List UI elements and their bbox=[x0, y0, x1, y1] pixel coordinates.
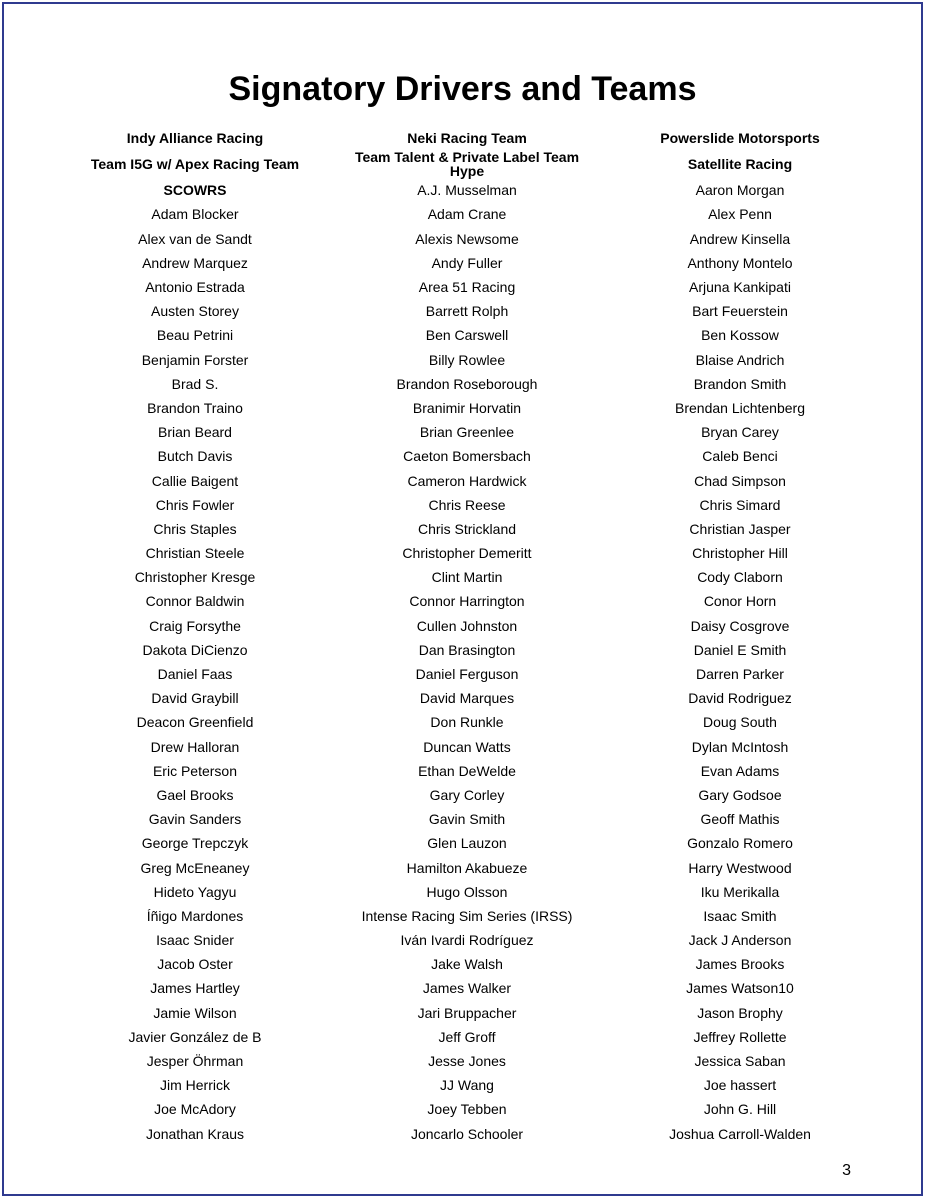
table-cell: Daniel Ferguson bbox=[415, 666, 519, 683]
table-row bbox=[4, 1073, 921, 1097]
table-cell: Beau Petrini bbox=[156, 327, 234, 344]
table-cell: Cameron Hardwick bbox=[407, 472, 527, 489]
team-header-row bbox=[4, 150, 921, 178]
table-cell: Craig Forsythe bbox=[149, 617, 241, 634]
table-cell: Daniel E Smith bbox=[693, 641, 787, 658]
table-cell: George Trepczyk bbox=[141, 835, 249, 852]
table-cell: Bart Feuerstein bbox=[692, 303, 788, 320]
table-cell: Hamilton Akabueze bbox=[406, 859, 528, 876]
table-cell: Brandon Traino bbox=[147, 399, 243, 416]
table-cell: Alexis Newsome bbox=[415, 230, 519, 247]
table-row bbox=[4, 638, 921, 662]
table-cell: Harry Westwood bbox=[688, 859, 792, 876]
table-cell: Gavin Sanders bbox=[148, 811, 242, 828]
table-row bbox=[4, 323, 921, 347]
table-row bbox=[4, 299, 921, 323]
table-cell: Branimir Horvatin bbox=[412, 399, 522, 416]
table-cell: JJ Wang bbox=[440, 1077, 494, 1094]
table-cell: Gael Brooks bbox=[156, 786, 234, 803]
table-row bbox=[4, 275, 921, 299]
table-row bbox=[4, 855, 921, 879]
table-cell: Blaise Andrich bbox=[695, 351, 785, 368]
table-cell: Gary Godsoe bbox=[698, 786, 782, 803]
table-cell: Satellite Racing bbox=[687, 156, 793, 173]
table-cell: Brandon Roseborough bbox=[396, 375, 538, 392]
table-cell: Drew Halloran bbox=[150, 738, 240, 755]
table-cell: Ethan DeWelde bbox=[418, 762, 516, 779]
table-cell: Brendan Lichtenberg bbox=[675, 399, 805, 416]
table-cell: Andrew Kinsella bbox=[689, 230, 791, 247]
table-cell: Connor Harrington bbox=[409, 593, 525, 610]
table-cell: Jake Walsh bbox=[431, 956, 503, 973]
table-cell: Joncarlo Schooler bbox=[410, 1125, 524, 1142]
page-number: 3 bbox=[842, 1162, 851, 1179]
table-cell: Gary Corley bbox=[429, 786, 505, 803]
table-cell: Eric Peterson bbox=[152, 762, 238, 779]
table-row bbox=[4, 686, 921, 710]
table-cell: Cullen Johnston bbox=[416, 617, 518, 634]
table-cell: Cody Claborn bbox=[697, 569, 783, 586]
table-cell: Chad Simpson bbox=[694, 472, 786, 489]
table-row bbox=[4, 952, 921, 976]
table-cell: SCOWRS bbox=[163, 182, 227, 199]
table-cell: Isaac Smith bbox=[703, 907, 777, 924]
document-page bbox=[2, 2, 923, 1196]
signatory-table bbox=[4, 126, 921, 1146]
table-cell: Brandon Smith bbox=[693, 375, 787, 392]
table-cell: Team I5G w/ Apex Racing Team bbox=[90, 156, 300, 173]
table-cell: Iku Merikalla bbox=[700, 883, 780, 900]
table-row bbox=[4, 735, 921, 759]
table-cell: Connor Baldwin bbox=[145, 593, 245, 610]
table-row bbox=[4, 807, 921, 831]
table-cell: Neki Racing Team bbox=[407, 130, 527, 147]
table-cell: Jacob Oster bbox=[157, 956, 233, 973]
table-row bbox=[4, 493, 921, 517]
table-cell: Callie Baigent bbox=[151, 472, 239, 489]
table-cell: Arjuna Kankipati bbox=[689, 279, 791, 296]
team-header-row bbox=[4, 126, 921, 150]
table-row bbox=[4, 1049, 921, 1073]
table-cell: Joe hassert bbox=[703, 1077, 777, 1094]
table-cell: Javier González de B bbox=[128, 1028, 262, 1045]
table-cell: Intense Racing Sim Series (IRSS) bbox=[361, 907, 573, 924]
table-cell: Deacon Greenfield bbox=[136, 714, 254, 731]
table-cell: Íñigo Mardones bbox=[146, 907, 244, 924]
table-cell: Andy Fuller bbox=[431, 254, 503, 271]
table-cell: Indy Alliance Racing bbox=[126, 130, 264, 147]
table-cell: Doug South bbox=[703, 714, 777, 731]
table-cell: Christopher Kresge bbox=[134, 569, 256, 586]
table-cell: Alex van de Sandt bbox=[138, 230, 252, 247]
table-cell: Joe McAdory bbox=[154, 1101, 236, 1118]
table-cell: James Watson10 bbox=[686, 980, 794, 997]
table-cell: Gonzalo Romero bbox=[687, 835, 793, 852]
table-cell: Darren Parker bbox=[696, 666, 784, 683]
table-cell: Christian Jasper bbox=[689, 520, 791, 537]
table-cell: Brad S. bbox=[171, 375, 219, 392]
table-cell: Christian Steele bbox=[145, 545, 245, 562]
table-cell: Chris Simard bbox=[699, 496, 781, 513]
table-row bbox=[4, 831, 921, 855]
table-cell: Isaac Snider bbox=[156, 932, 234, 949]
table-row bbox=[4, 614, 921, 638]
table-cell: Caleb Benci bbox=[702, 448, 778, 465]
table-row bbox=[4, 589, 921, 613]
table-cell: Powerslide Motorsports bbox=[660, 130, 820, 147]
table-cell: Dakota DiCienzo bbox=[142, 641, 248, 658]
table-cell: Jeffrey Rollette bbox=[693, 1028, 787, 1045]
table-cell: Chris Reese bbox=[428, 496, 506, 513]
table-row bbox=[4, 783, 921, 807]
table-row bbox=[4, 880, 921, 904]
table-cell: Brian Beard bbox=[158, 424, 232, 441]
table-cell: John G. Hill bbox=[703, 1101, 777, 1118]
table-cell: Joey Tebben bbox=[427, 1101, 507, 1118]
table-row bbox=[4, 348, 921, 372]
table-cell: James Brooks bbox=[695, 956, 785, 973]
table-cell: Andrew Marquez bbox=[142, 254, 248, 271]
table-cell: Clint Martin bbox=[431, 569, 503, 586]
table-cell: Chris Strickland bbox=[417, 520, 517, 537]
table-cell: Jason Brophy bbox=[697, 1004, 783, 1021]
table-cell: Jim Herrick bbox=[160, 1077, 230, 1094]
table-cell: Daniel Faas bbox=[157, 666, 233, 683]
table-row bbox=[4, 565, 921, 589]
table-cell: Austen Storey bbox=[151, 303, 239, 320]
table-cell: Glen Lauzon bbox=[427, 835, 507, 852]
table-cell: Iván Ivardi Rodríguez bbox=[400, 932, 534, 949]
table-cell: Barrett Rolph bbox=[425, 303, 509, 320]
table-row bbox=[4, 420, 921, 444]
table-cell: Jari Bruppacher bbox=[417, 1004, 517, 1021]
table-row bbox=[4, 178, 921, 202]
table-row bbox=[4, 759, 921, 783]
table-cell: Jamie Wilson bbox=[153, 1004, 237, 1021]
table-cell: Greg McEneaney bbox=[140, 859, 250, 876]
table-cell: Antonio Estrada bbox=[145, 279, 245, 296]
table-cell: Jessica Saban bbox=[694, 1053, 786, 1070]
table-row bbox=[4, 1097, 921, 1121]
table-row bbox=[4, 928, 921, 952]
table-row bbox=[4, 396, 921, 420]
table-row bbox=[4, 468, 921, 492]
table-row bbox=[4, 976, 921, 1000]
table-row bbox=[4, 710, 921, 734]
table-cell: Jonathan Kraus bbox=[145, 1125, 245, 1142]
table-row bbox=[4, 662, 921, 686]
table-cell: Jeff Groff bbox=[438, 1028, 496, 1045]
table-cell: Benjamin Forster bbox=[141, 351, 249, 368]
table-cell: James Walker bbox=[422, 980, 512, 997]
table-cell: Adam Blocker bbox=[151, 206, 239, 223]
table-row bbox=[4, 904, 921, 928]
table-cell: Conor Horn bbox=[703, 593, 777, 610]
table-cell: Butch Davis bbox=[157, 448, 233, 465]
table-cell: David Graybill bbox=[151, 690, 239, 707]
table-cell: David Marques bbox=[419, 690, 515, 707]
table-cell: Christopher Hill bbox=[692, 545, 788, 562]
table-cell: Anthony Montelo bbox=[687, 254, 793, 271]
table-row bbox=[4, 202, 921, 226]
table-cell: James Hartley bbox=[150, 980, 240, 997]
table-row bbox=[4, 227, 921, 251]
table-cell: Caeton Bomersbach bbox=[403, 448, 531, 465]
table-cell: Daisy Cosgrove bbox=[690, 617, 790, 634]
table-row bbox=[4, 251, 921, 275]
table-cell: Adam Crane bbox=[427, 206, 507, 223]
table-row bbox=[4, 1122, 921, 1146]
table-cell: Bryan Carey bbox=[701, 424, 779, 441]
table-cell: Dylan McIntosh bbox=[691, 738, 789, 755]
table-cell: Christopher Demeritt bbox=[402, 545, 532, 562]
table-cell: Duncan Watts bbox=[423, 738, 511, 755]
table-cell: Jesper Öhrman bbox=[146, 1053, 244, 1070]
table-cell: Ben Carswell bbox=[425, 327, 509, 344]
table-cell: Geoff Mathis bbox=[700, 811, 780, 828]
table-cell: Ben Kossow bbox=[701, 327, 779, 344]
table-cell: Billy Rowlee bbox=[428, 351, 506, 368]
table-cell: A.J. Musselman bbox=[417, 182, 517, 199]
table-cell: Dan Brasington bbox=[418, 641, 516, 658]
table-cell: David Rodriguez bbox=[688, 690, 792, 707]
table-cell: Gavin Smith bbox=[428, 811, 506, 828]
table-row bbox=[4, 517, 921, 541]
table-cell: Chris Fowler bbox=[155, 496, 235, 513]
table-row bbox=[4, 372, 921, 396]
table-cell: Hugo Olsson bbox=[426, 883, 508, 900]
table-cell: Evan Adams bbox=[700, 762, 780, 779]
table-cell: Brian Greenlee bbox=[419, 424, 515, 441]
page-title: Signatory Drivers and Teams bbox=[228, 70, 697, 108]
table-cell: Joshua Carroll-Walden bbox=[669, 1125, 811, 1142]
table-cell: Alex Penn bbox=[708, 206, 772, 223]
table-cell: Jack J Anderson bbox=[688, 932, 792, 949]
table-cell: Team Talent & Private Label Team Hype bbox=[354, 149, 580, 180]
table-row bbox=[4, 541, 921, 565]
table-cell: Area 51 Racing bbox=[418, 279, 516, 296]
table-cell: Hideto Yagyu bbox=[153, 883, 237, 900]
table-cell: Jesse Jones bbox=[428, 1053, 506, 1070]
table-row bbox=[4, 444, 921, 468]
table-row bbox=[4, 1001, 921, 1025]
table-row bbox=[4, 1025, 921, 1049]
table-cell: Don Runkle bbox=[430, 714, 504, 731]
table-cell: Chris Staples bbox=[153, 520, 237, 537]
table-cell: Aaron Morgan bbox=[695, 182, 785, 199]
